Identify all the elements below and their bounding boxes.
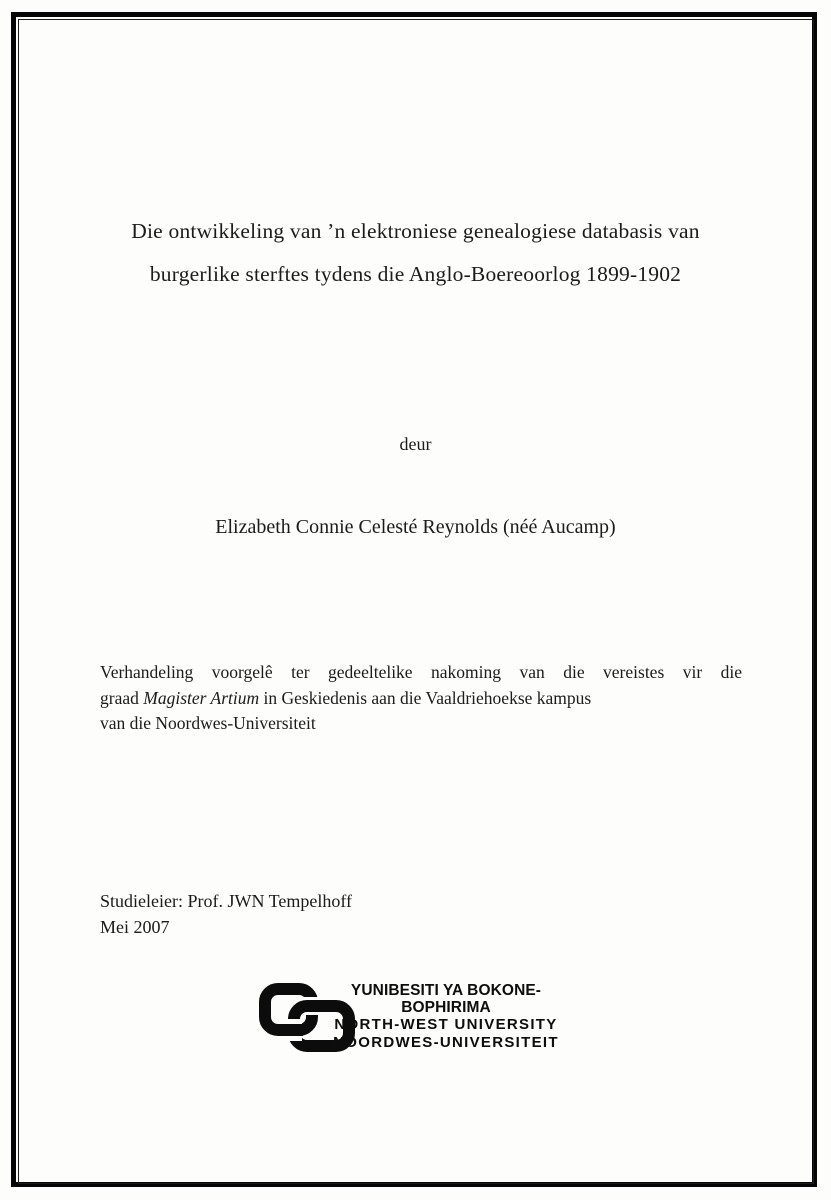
- byline-deur: deur: [399, 434, 432, 454]
- degree-statement-line1: Verhandeling voorgelê ter gedeeltelike nakoming van die vereistes vir die: [100, 662, 742, 682]
- thesis-title: [60, 210, 771, 296]
- degree-statement-line2-prefix: graad: [100, 687, 144, 708]
- degree-statement-line2: [100, 686, 742, 712]
- degree-statement: [100, 660, 742, 737]
- thesis-title-line1: Die ontwikkeling van ’n elektroniese genealogiese databasis van: [131, 219, 700, 243]
- nwu-logo-text: [318, 982, 574, 1051]
- degree-statement-line2-suffix: in Geskiedenis aan die Vaaldriehoekse kampus: [259, 687, 592, 708]
- date-line: Mei 2007: [100, 917, 170, 937]
- logo-line-setswana: YUNIBESITI YA BOKONE-BOPHIRIMA: [350, 982, 542, 1017]
- supervisor-line: Studieleier: Prof. JWN Tempelhoff: [100, 891, 353, 911]
- degree-statement-line3: van die Noordwes-Universiteit: [100, 713, 316, 733]
- degree-name-italic: Magister Artium: [143, 687, 260, 708]
- logo-line-afrikaans: NOORDWES-UNIVERSITEIT: [333, 1033, 559, 1051]
- thesis-title-line2: burgerlike sterftes tydens die Anglo-Boereoorlog 1899-1902: [149, 262, 682, 286]
- logo-line-english: NORTH-WEST UNIVERSITY: [334, 1016, 558, 1034]
- supervisor-block: [100, 888, 352, 940]
- author-name: Elizabeth Connie Celesté Reynolds (néé Aucamp): [215, 516, 616, 538]
